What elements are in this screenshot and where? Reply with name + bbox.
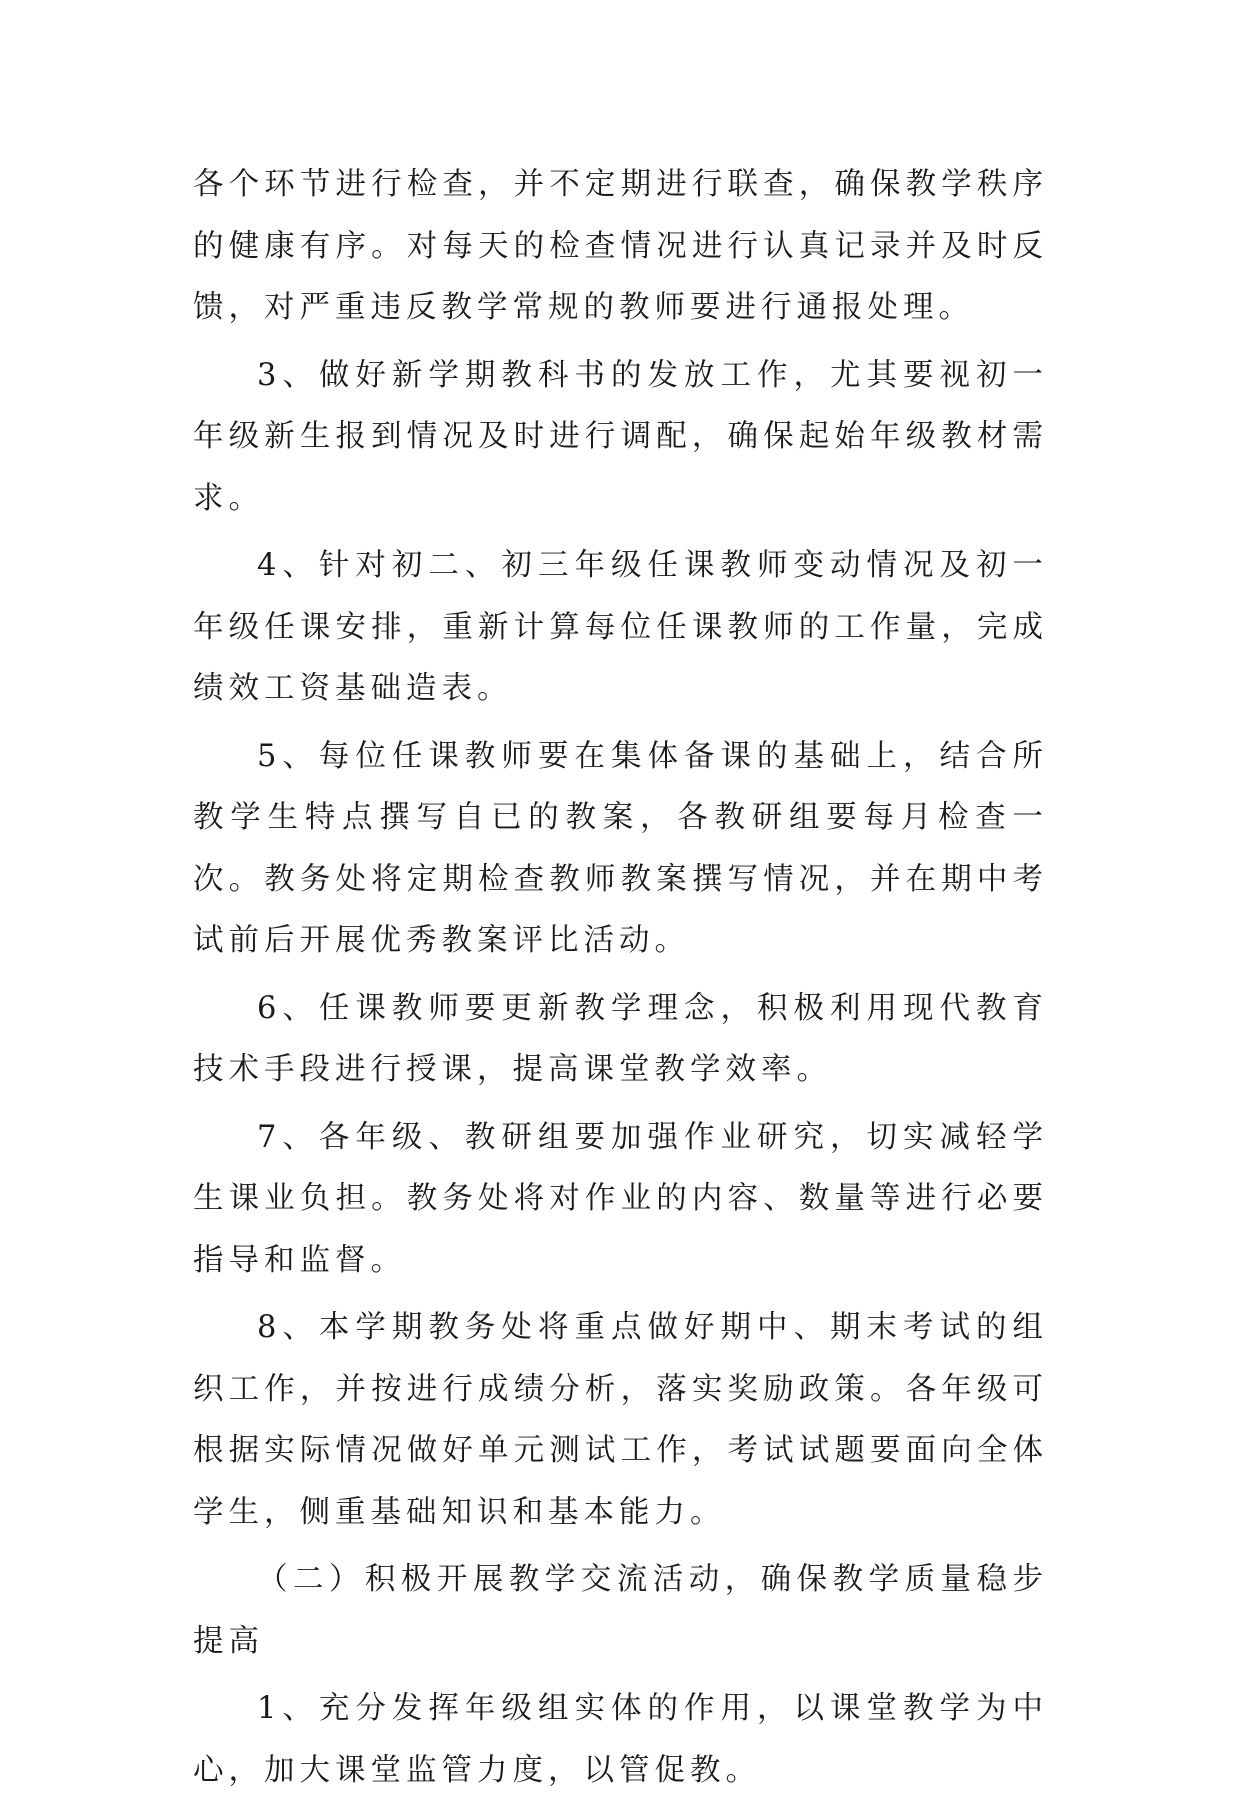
paragraph-item-1: 1、充分发挥年级组实体的作用，以课堂教学为中心，加大课堂监管力度，以管促教。	[193, 1691, 1048, 1788]
paragraph-item-3: 3、做好新学期教科书的发放工作，尤其要视初一年级新生报到情况及时进行调配，确保起始年级教材需求。	[193, 357, 1048, 516]
paragraph-continued: 各个环节进行检查，并不定期进行联查，确保教学秩序的健康有序。对每天的检查情况进行认真记录并及时反馈，对严重违反教学常规的教师要进行通报处理。	[193, 167, 1048, 325]
paragraph-item-6: 6、任课教师要更新教学理念，积极利用现代教育技术手段进行授课，提高课堂教学效率。	[193, 990, 1048, 1087]
paragraph-item-5: 5、每位任课教师要在集体备课的基础上，结合所教学生特点撰写自已的教案，各教研组要每月检查一次。教务处将定期检查教师教案撰写情况，并在期中考试前后开展优秀教案评比活动。	[193, 738, 1048, 958]
paragraph-item-4: 4、针对初二、初三年级任课教师变动情况及初一年级任课安排，重新计算每位任课教师的工作量，完成绩效工资基础造表。	[193, 548, 1048, 706]
section-heading-2: （二）积极开展教学交流活动，确保教学质量稳步提高	[193, 1562, 1048, 1659]
paragraph-item-7: 7、各年级、教研组要加强作业研究，切实减轻学生课业负担。教务处将对作业的内容、数量等进行必要指导和监督。	[193, 1119, 1048, 1278]
paragraph-item-8: 8、本学期教务处将重点做好期中、期末考试的组织工作，并按进行成绩分析，落实奖励政策。各年级可根据实际情况做好单元测试工作，考试试题要面向全体学生，侧重基础知识和基本能力。	[193, 1310, 1048, 1530]
document-page	[193, 154, 1048, 1801]
